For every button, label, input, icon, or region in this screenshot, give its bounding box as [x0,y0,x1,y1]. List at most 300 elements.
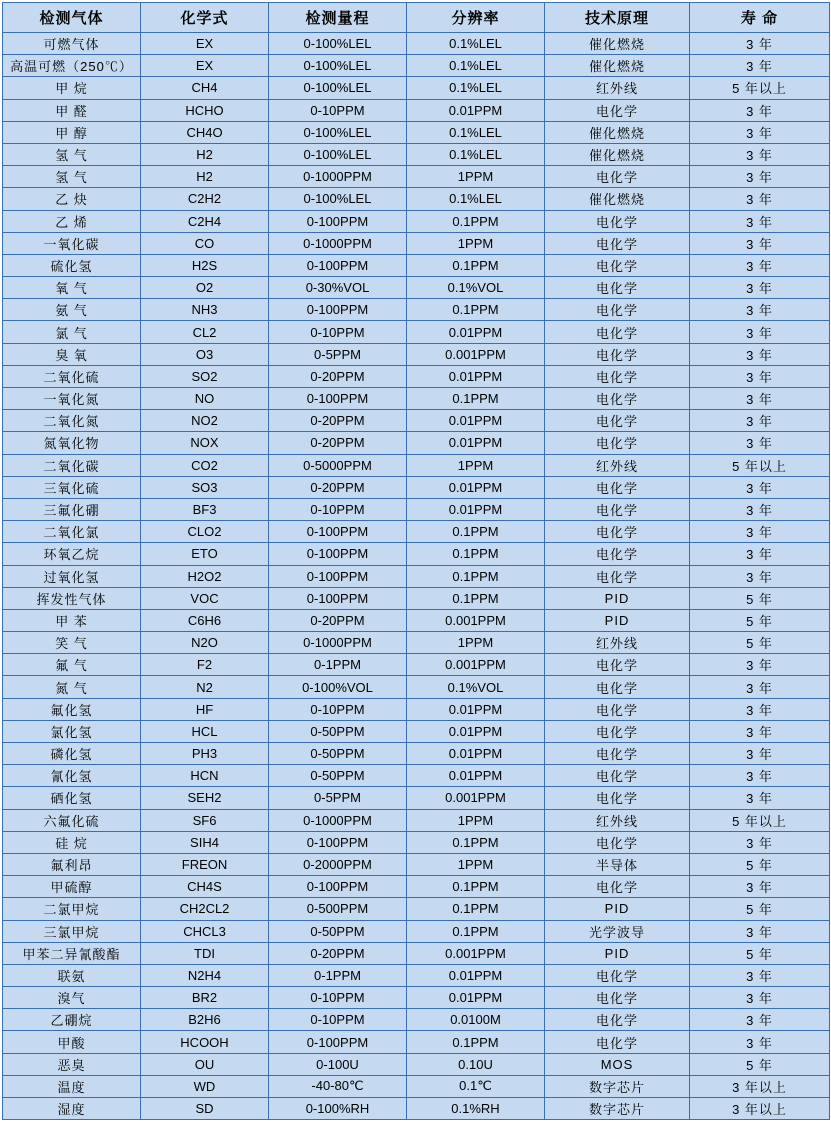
table-cell: NH3 [141,299,269,321]
table-cell: 5 年 [690,632,830,654]
table-cell: CLO2 [141,521,269,543]
table-cell: 电化学 [545,676,690,698]
table-cell: 0-100%RH [269,1098,407,1120]
table-cell: 3 年 [690,698,830,720]
table-cell: 电化学 [545,765,690,787]
table-cell: 3 年 [690,831,830,853]
table-cell: 0-1000PPM [269,232,407,254]
table-cell: 乙 烯 [3,210,141,232]
table-cell: 可燃气体 [3,33,141,55]
table-cell: 氨 气 [3,299,141,321]
table-cell: 三氟化硼 [3,498,141,520]
table-cell: 0-500PPM [269,898,407,920]
table-cell: 催化燃烧 [545,55,690,77]
table-row [3,410,830,432]
table-row [3,166,830,188]
table-row [3,454,830,476]
table-cell: 硅 烷 [3,831,141,853]
table-cell: 0-100U [269,1053,407,1075]
table-cell: 电化学 [545,99,690,121]
table-row [3,254,830,276]
table-row [3,498,830,520]
table-cell: 5 年 [690,587,830,609]
table-row [3,876,830,898]
table-cell: 一氧化碳 [3,232,141,254]
table-cell: 0.01PPM [407,698,545,720]
table-cell: CHCL3 [141,920,269,942]
table-header [3,3,830,33]
table-cell: 3 年 [690,743,830,765]
table-cell: 0.01PPM [407,410,545,432]
table-cell: 3 年 [690,410,830,432]
table-cell: 0-50PPM [269,743,407,765]
table-cell: 0.01PPM [407,432,545,454]
table-cell: 二氯甲烷 [3,898,141,920]
table-cell: ETO [141,543,269,565]
table-cell: SIH4 [141,831,269,853]
table-cell: 0.01PPM [407,743,545,765]
table-cell: N2 [141,676,269,698]
table-cell: 电化学 [545,1031,690,1053]
table-cell: 0.1PPM [407,254,545,276]
table-cell: 0-50PPM [269,765,407,787]
table-cell: 催化燃烧 [545,188,690,210]
table-cell: 3 年 [690,1031,830,1053]
table-cell: PID [545,587,690,609]
table-cell: 0.1PPM [407,299,545,321]
table-row [3,343,830,365]
table-cell: OU [141,1053,269,1075]
table-cell: 乙 炔 [3,188,141,210]
table-row [3,210,830,232]
table-cell: 六氟化硫 [3,809,141,831]
table-cell: 氮氧化物 [3,432,141,454]
table-cell: 0-10PPM [269,99,407,121]
table-cell: SD [141,1098,269,1120]
table-cell: 电化学 [545,720,690,742]
table-cell: 5 年 [690,942,830,964]
table-cell: 甲 苯 [3,609,141,631]
table-cell: 0-100PPM [269,254,407,276]
table-cell: 3 年 [690,210,830,232]
table-cell: 0.01PPM [407,498,545,520]
table-cell: 氟 气 [3,654,141,676]
table-cell: 3 年 [690,987,830,1009]
table-cell: 电化学 [545,321,690,343]
table-cell: O2 [141,277,269,299]
table-row [3,831,830,853]
table-cell: C6H6 [141,609,269,631]
table-cell: PH3 [141,743,269,765]
table-cell: 电化学 [545,476,690,498]
table-cell: EX [141,55,269,77]
table-cell: 0-5000PPM [269,454,407,476]
table-cell: 电化学 [545,432,690,454]
table-cell: 0-100%LEL [269,121,407,143]
table-cell: 电化学 [545,743,690,765]
table-row [3,521,830,543]
table-cell: 0.01PPM [407,365,545,387]
table-cell: 0.1PPM [407,920,545,942]
table-cell: 0.1PPM [407,388,545,410]
table-cell: 甲 烷 [3,77,141,99]
table-row [3,543,830,565]
table-cell: 甲苯二异氰酸酯 [3,942,141,964]
table-cell: 0-20PPM [269,942,407,964]
table-cell: 0.1%VOL [407,676,545,698]
table-cell: 5 年以上 [690,809,830,831]
table-row [3,1098,830,1120]
table-cell: 3 年 [690,720,830,742]
table-cell: 0-100%LEL [269,33,407,55]
table-cell: FREON [141,853,269,875]
table-cell: 0-50PPM [269,920,407,942]
table-cell: 0-100PPM [269,543,407,565]
table-cell: EX [141,33,269,55]
table-cell: 电化学 [545,698,690,720]
table-cell: 0.01PPM [407,476,545,498]
table-cell: 电化学 [545,166,690,188]
table-cell: 0-50PPM [269,720,407,742]
table-cell: 二氧化氮 [3,410,141,432]
table-cell: 数字芯片 [545,1098,690,1120]
table-cell: 3 年 [690,232,830,254]
table-cell: 0-10PPM [269,698,407,720]
table-row [3,33,830,55]
table-cell: 三氧化硫 [3,476,141,498]
table-cell: HCL [141,720,269,742]
table-row [3,476,830,498]
table-cell: 红外线 [545,454,690,476]
table-row [3,964,830,986]
table-row [3,920,830,942]
table-cell: 过氧化氢 [3,565,141,587]
table-cell: 0-10PPM [269,987,407,1009]
table-cell: 半导体 [545,853,690,875]
table-cell: 电化学 [545,388,690,410]
table-cell: 0-1PPM [269,964,407,986]
table-cell: BR2 [141,987,269,1009]
table-cell: 3 年 [690,787,830,809]
table-cell: 0.1%RH [407,1098,545,1120]
table-row [3,232,830,254]
table-cell: 0-100PPM [269,388,407,410]
table-cell: 0-1000PPM [269,166,407,188]
table-cell: 0-100PPM [269,587,407,609]
table-cell: SO3 [141,476,269,498]
table-row [3,654,830,676]
table-cell: 电化学 [545,299,690,321]
table-cell: 0.01PPM [407,987,545,1009]
table-cell: 3 年 [690,476,830,498]
table-cell: 硫化氢 [3,254,141,276]
table-cell: 0-1000PPM [269,632,407,654]
table-cell: MOS [545,1053,690,1075]
table-row [3,99,830,121]
table-cell: 氧 气 [3,277,141,299]
table-cell: 0-100PPM [269,210,407,232]
table-cell: 5 年 [690,1053,830,1075]
table-cell: SEH2 [141,787,269,809]
table-row [3,853,830,875]
table-cell: 0-5PPM [269,787,407,809]
table-cell: 电化学 [545,498,690,520]
column-header-3: 分辨率 [407,3,545,33]
table-row [3,787,830,809]
table-cell: 0.1%VOL [407,277,545,299]
table-cell: SF6 [141,809,269,831]
table-cell: NO [141,388,269,410]
table-cell: CO [141,232,269,254]
table-cell: 3 年 [690,343,830,365]
table-cell: 0-100%LEL [269,55,407,77]
table-cell: PID [545,609,690,631]
table-cell: 氟利昂 [3,853,141,875]
table-cell: F2 [141,654,269,676]
table-cell: 光学波导 [545,920,690,942]
table-cell: 0.001PPM [407,654,545,676]
table-cell: 红外线 [545,632,690,654]
table-cell: 3 年 [690,143,830,165]
table-cell: 5 年 [690,609,830,631]
table-cell: 0.01PPM [407,964,545,986]
table-cell: 3 年 [690,654,830,676]
table-cell: 0-100PPM [269,1031,407,1053]
table-cell: 0-100%LEL [269,77,407,99]
table-cell: 0.001PPM [407,609,545,631]
table-cell: 0-100PPM [269,831,407,853]
table-cell: 0.1%LEL [407,121,545,143]
table-cell: 1PPM [407,853,545,875]
table-cell: 5 年以上 [690,77,830,99]
table-cell: 甲 醛 [3,99,141,121]
table-cell: 3 年 [690,432,830,454]
table-cell: 0.01PPM [407,321,545,343]
table-row [3,143,830,165]
table-cell: 氟化氢 [3,698,141,720]
table-cell: 电化学 [545,964,690,986]
table-cell: 一氧化氮 [3,388,141,410]
table-cell: 3 年 [690,365,830,387]
table-row [3,765,830,787]
table-row [3,720,830,742]
table-cell: 电化学 [545,987,690,1009]
table-cell: 3 年 [690,166,830,188]
table-cell: 5 年 [690,898,830,920]
table-cell: 溴气 [3,987,141,1009]
table-cell: 3 年 [690,498,830,520]
table-row [3,743,830,765]
table-cell: 氰化氢 [3,765,141,787]
table-cell: HCN [141,765,269,787]
table-cell: 0.1PPM [407,210,545,232]
table-cell: HCOOH [141,1031,269,1053]
table-cell: 3 年 [690,521,830,543]
table-cell: 0.1PPM [407,831,545,853]
table-row [3,632,830,654]
table-cell: 3 年 [690,876,830,898]
table-cell: 3 年 [690,920,830,942]
table-cell: N2H4 [141,964,269,986]
table-cell: 0-100%LEL [269,143,407,165]
table-cell: NOX [141,432,269,454]
table-cell: 电化学 [545,831,690,853]
table-cell: 3 年 [690,277,830,299]
table-cell: 3 年 [690,565,830,587]
table-cell: 0.1PPM [407,1031,545,1053]
table-cell: HCHO [141,99,269,121]
table-row [3,565,830,587]
table-cell: 电化学 [545,1009,690,1031]
table-cell: 甲硫醇 [3,876,141,898]
table-row [3,432,830,454]
column-header-4: 技术原理 [545,3,690,33]
table-cell: 1PPM [407,632,545,654]
table-cell: 0.1℃ [407,1075,545,1097]
table-cell: 0-5PPM [269,343,407,365]
table-cell: 恶臭 [3,1053,141,1075]
table-cell: 3 年 [690,388,830,410]
table-cell: 电化学 [545,565,690,587]
table-cell: 二氧化碳 [3,454,141,476]
table-cell: 1PPM [407,809,545,831]
table-cell: 3 年 [690,254,830,276]
table-cell: 3 年 [690,321,830,343]
table-cell: 0.01PPM [407,720,545,742]
table-cell: 0.1%LEL [407,77,545,99]
table-cell: 0-2000PPM [269,853,407,875]
table-row [3,299,830,321]
table-cell: 甲 醇 [3,121,141,143]
table-cell: 0.1PPM [407,898,545,920]
table-cell: 0.1%LEL [407,33,545,55]
table-cell: 硒化氢 [3,787,141,809]
table-cell: 电化学 [545,210,690,232]
table-cell: 氯化氢 [3,720,141,742]
table-row [3,609,830,631]
table-cell: 电化学 [545,787,690,809]
table-cell: CO2 [141,454,269,476]
table-cell: 3 年 [690,676,830,698]
table-row [3,321,830,343]
table-cell: CH2CL2 [141,898,269,920]
column-header-5: 寿 命 [690,3,830,33]
table-cell: 0-30%VOL [269,277,407,299]
table-cell: 磷化氢 [3,743,141,765]
table-cell: 0-20PPM [269,432,407,454]
table-cell: 0-10PPM [269,321,407,343]
table-row [3,388,830,410]
table-row [3,698,830,720]
table-cell: 3 年 [690,33,830,55]
table-cell: 电化学 [545,343,690,365]
table-cell: 0.1PPM [407,521,545,543]
table-cell: 高温可燃（250℃） [3,55,141,77]
table-cell: 3 年以上 [690,1075,830,1097]
table-cell: 电化学 [545,410,690,432]
table-cell: 0-20PPM [269,609,407,631]
table-cell: 0.1PPM [407,587,545,609]
table-row [3,676,830,698]
table-row [3,942,830,964]
table-cell: 数字芯片 [545,1075,690,1097]
table-cell: 0.001PPM [407,942,545,964]
table-cell: B2H6 [141,1009,269,1031]
table-row [3,1053,830,1075]
table-cell: 笑 气 [3,632,141,654]
table-cell: 0.01PPM [407,99,545,121]
table-cell: 0-20PPM [269,410,407,432]
table-cell: 5 年以上 [690,454,830,476]
table-row [3,365,830,387]
table-cell: NO2 [141,410,269,432]
gas-sensor-table [2,2,830,1120]
table-cell: 二氧化硫 [3,365,141,387]
table-cell: 0-100%LEL [269,188,407,210]
table-cell: 二氧化氯 [3,521,141,543]
table-cell: 甲酸 [3,1031,141,1053]
table-cell: 0.1PPM [407,565,545,587]
table-cell: 氮 气 [3,676,141,698]
table-cell: 0-20PPM [269,365,407,387]
table-cell: BF3 [141,498,269,520]
table-cell: H2 [141,143,269,165]
table-cell: CH4 [141,77,269,99]
table-cell: 0-100PPM [269,876,407,898]
table-cell: C2H2 [141,188,269,210]
table-cell: 3 年 [690,55,830,77]
table-cell: 0-20PPM [269,476,407,498]
table-cell: 电化学 [545,521,690,543]
table-row [3,55,830,77]
table-cell: 催化燃烧 [545,33,690,55]
table-cell: 电化学 [545,876,690,898]
table-cell: 1PPM [407,454,545,476]
table-row [3,1031,830,1053]
table-cell: SO2 [141,365,269,387]
table-cell: CH4O [141,121,269,143]
table-cell: 3 年 [690,121,830,143]
table-body [3,33,830,1120]
table-cell: 电化学 [545,654,690,676]
table-cell: 0-1000PPM [269,809,407,831]
table-header-row [3,3,830,33]
table-cell: 3 年 [690,543,830,565]
table-cell: N2O [141,632,269,654]
table-row [3,809,830,831]
table-cell: O3 [141,343,269,365]
table-cell: 0.0100M [407,1009,545,1031]
table-cell: 催化燃烧 [545,121,690,143]
column-header-2: 检测量程 [269,3,407,33]
table-cell: CH4S [141,876,269,898]
column-header-0: 检测气体 [3,3,141,33]
table-cell: H2O2 [141,565,269,587]
table-cell: 电化学 [545,365,690,387]
table-cell: 0.1%LEL [407,143,545,165]
table-cell: 催化燃烧 [545,143,690,165]
table-cell: 0-100PPM [269,565,407,587]
table-row [3,987,830,1009]
table-cell: 0.1PPM [407,876,545,898]
table-row [3,277,830,299]
table-cell: 乙硼烷 [3,1009,141,1031]
table-cell: 3 年 [690,299,830,321]
table-cell: 5 年 [690,853,830,875]
table-cell: 0.001PPM [407,787,545,809]
table-cell: 氢 气 [3,166,141,188]
table-cell: 电化学 [545,232,690,254]
